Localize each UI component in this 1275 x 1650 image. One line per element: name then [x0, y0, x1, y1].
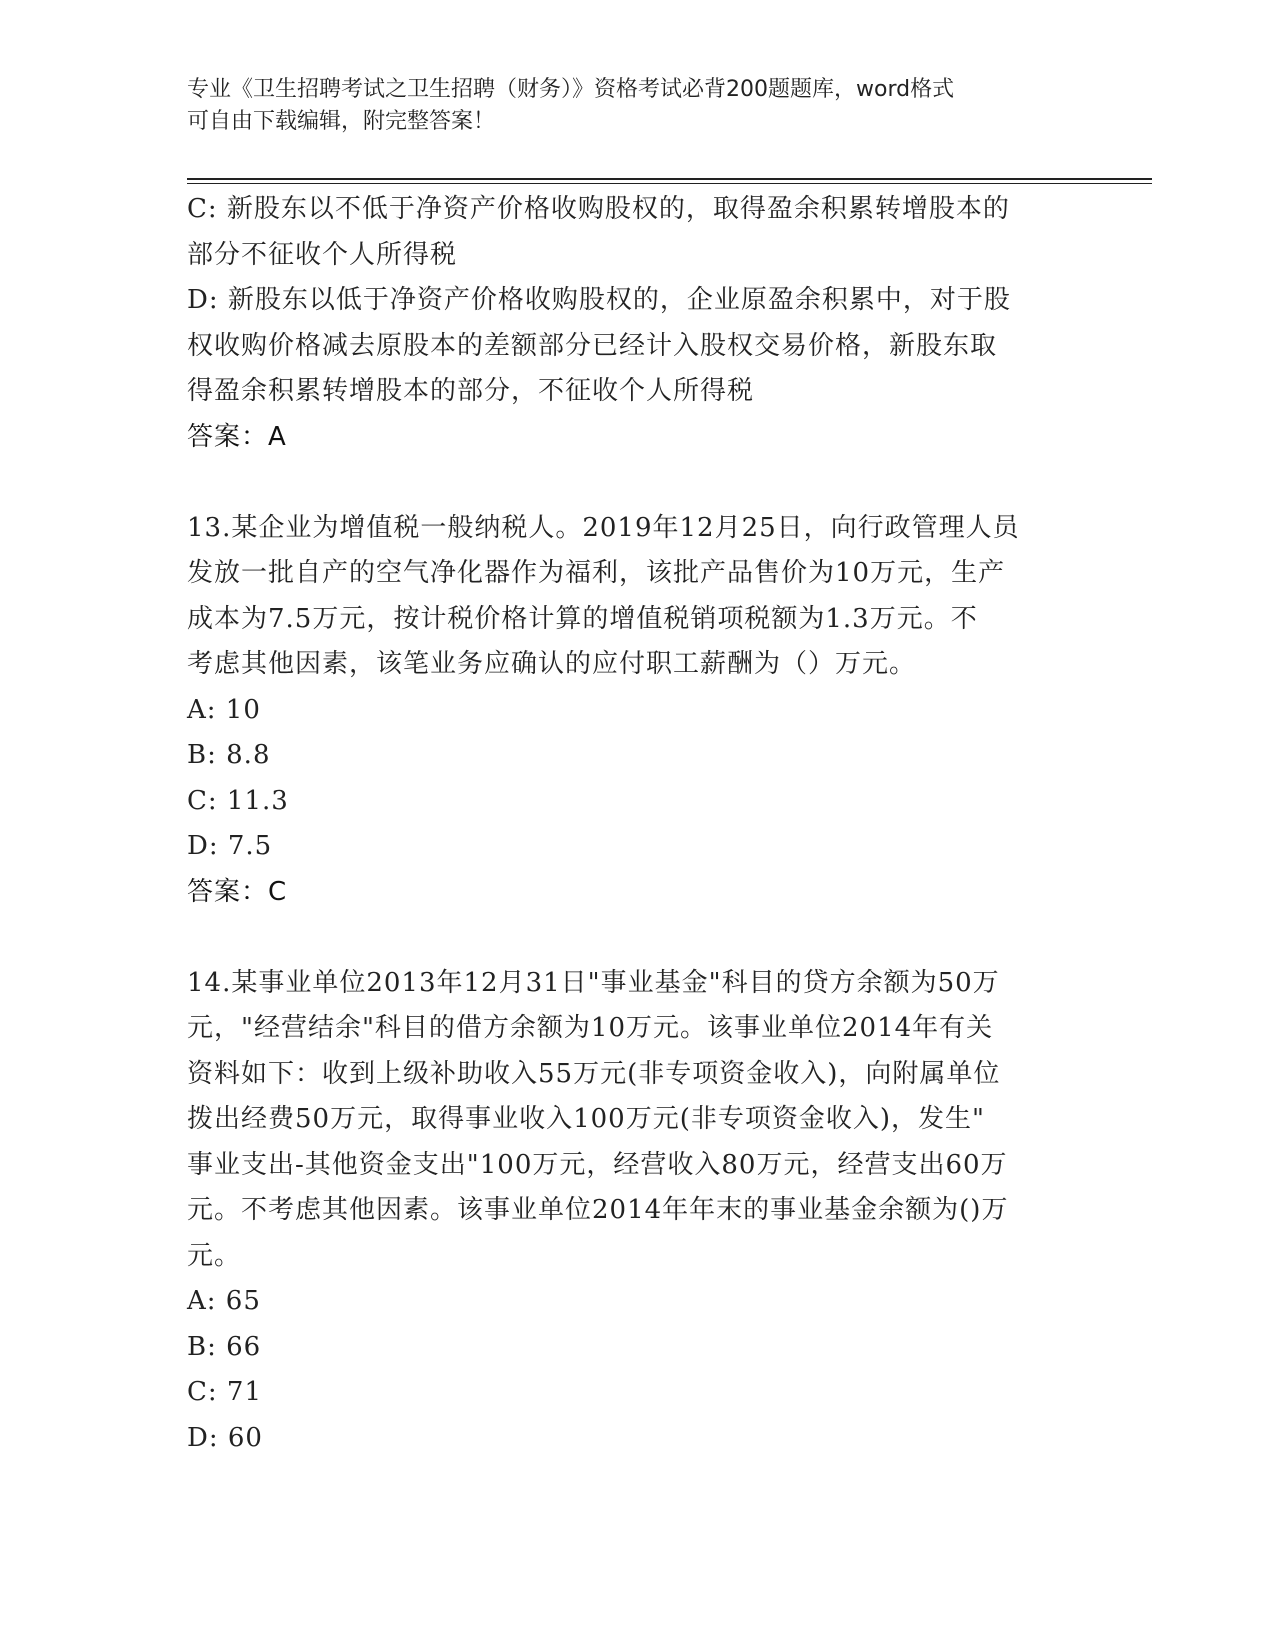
question-stem-line: 发放一批自产的空气净化器作为福利，该批产品售价为10万元，生产: [187, 558, 1006, 588]
header-divider: [187, 178, 1152, 184]
question-stem-line: 成本为7.5万元，按计税价格计算的增值税销项税额为1.3万元。不: [187, 603, 978, 634]
option-c-line: C: 新股东以不低于净资产价格收购股权的，取得盈余积累转增股本的: [187, 194, 1010, 224]
spacer: [187, 915, 1087, 961]
question-14: [187, 961, 1087, 1462]
question-stem-line: 元。不考虑其他因素。该事业单位2014年年末的事业基金余额为()万: [187, 1195, 1009, 1225]
question-stem-line: 资料如下：收到上级补助收入55万元(非专项资金收入)，向附属单位: [187, 1058, 1001, 1089]
spacer: [187, 460, 1087, 506]
document-body: [187, 187, 1087, 1461]
option-c: C: 11.3: [187, 785, 289, 816]
question-stem-line: 考虑其他因素，该笔业务应确认的应付职工薪酬为（）万元。: [187, 649, 917, 679]
question-stem-line: 14.某事业单位2013年12月31日"事业基金"科目的贷方余额为50万: [187, 967, 1000, 998]
option-d: D: 7.5: [187, 831, 273, 861]
question-stem-line: 元，"经营结余"科目的借方余额为10万元。该事业单位2014年有关: [187, 1013, 994, 1043]
header-line: 专业《卫生招聘考试之卫生招聘（财务）》资格考试必背200题题库，word格式: [187, 77, 955, 102]
option-d-line: D: 新股东以低于净资产价格收购股权的，企业原盈余积累中，对于股: [187, 285, 1011, 315]
header-line: 可自由下载编辑，附完整答案！: [187, 109, 496, 134]
option-d-line: 得盈余积累转增股本的部分，不征收个人所得税: [187, 376, 755, 406]
previous-question: [187, 187, 1087, 460]
option-d-line: 权收购价格减去原股本的差额部分已经计入股权交易价格，新股东取: [187, 330, 998, 361]
option-d: D: 60: [187, 1422, 263, 1453]
option-b: B: 8.8: [187, 740, 271, 770]
option-c-line: 部分不征收个人所得税: [187, 239, 458, 270]
answer-label: 答案：C: [187, 876, 288, 907]
answer-label: 答案：A: [187, 421, 287, 452]
option-c: C: 71: [187, 1377, 263, 1407]
option-b: B: 66: [187, 1331, 262, 1362]
question-13: [187, 506, 1087, 916]
page-header: [187, 74, 1067, 138]
option-a: A: 65: [187, 1286, 261, 1316]
question-stem-line: 事业支出-其他资金支出"100万元，经营收入80万元，经营支出60万: [187, 1149, 1008, 1180]
question-stem-line: 拨出经费50万元，取得事业收入100万元(非专项资金收入)，发生": [187, 1104, 985, 1134]
question-stem-line: 13.某企业为增值税一般纳税人。2019年12月25日，向行政管理人员: [187, 512, 1020, 543]
question-stem-line: 元。: [187, 1240, 242, 1271]
option-a: A: 10: [187, 694, 261, 725]
